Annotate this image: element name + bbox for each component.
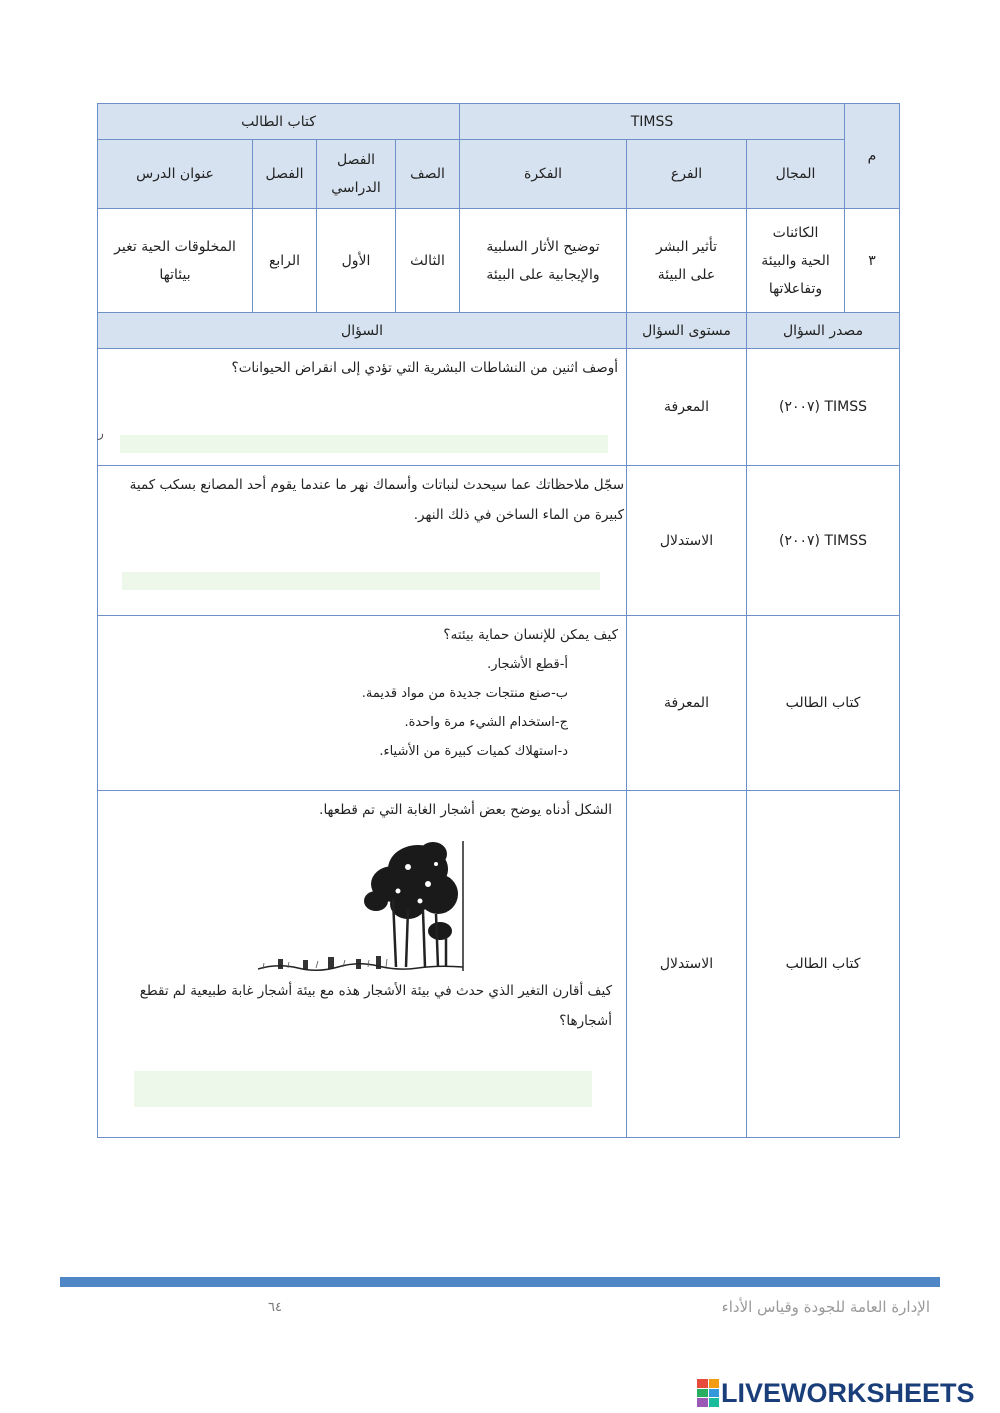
m-header-cell — [844, 103, 900, 209]
q4-intro: الشكل أدناه يوضح بعض أشجار الغابة التي تم قطعها. — [319, 802, 612, 818]
organization-name: الإدارة العامة للجودة وقياس الأداء — [721, 1298, 930, 1316]
q1-level-cell — [626, 348, 747, 466]
liveworksheets-brand[interactable] — [697, 1377, 975, 1409]
timss-label: TIMSS — [630, 113, 674, 130]
q1-answer-field[interactable] — [120, 435, 608, 453]
lesson-title-value: المخلوقات الحية تغير بيئاتها — [114, 238, 236, 283]
q3-option-d[interactable]: د-استهلاك كميات كبيرة من الأشياء. — [379, 744, 568, 759]
level-header: مستوى السؤال — [642, 322, 731, 339]
q2-level: الاستدلال — [659, 532, 714, 549]
semester-value: الأول — [341, 252, 371, 269]
q2-answer-field[interactable] — [122, 572, 600, 590]
source-header-cell — [746, 312, 900, 349]
q2-source: TIMSS (٢٠٠٧) — [779, 532, 868, 549]
chapter-value-cell — [252, 208, 317, 313]
question-header-cell — [97, 312, 627, 349]
domain-header-cell — [746, 139, 845, 209]
m-value: ٣ — [868, 252, 876, 269]
source-header: مصدر السؤال — [782, 322, 864, 339]
q3-level-cell — [626, 615, 747, 791]
q3-question-cell — [97, 615, 627, 791]
q4-source: كتاب الطالب — [785, 956, 861, 972]
semester-value-cell — [316, 208, 396, 313]
q4-level-cell — [626, 790, 747, 1138]
chapter-header-cell — [252, 139, 317, 209]
q4-answer-field[interactable] — [134, 1071, 592, 1107]
m-value-cell — [844, 208, 900, 313]
semester-header-cell — [316, 139, 396, 209]
grade-value-cell — [395, 208, 460, 313]
lesson-title-header-cell — [97, 139, 253, 209]
lesson-title-label: عنوان الدرس — [136, 166, 214, 182]
footer-bar — [60, 1277, 940, 1287]
q1-text: أوصف اثنين من النشاطات البشرية التي تؤدي إلى انقراض الحيوانات؟ — [231, 360, 618, 376]
q1-level: المعرفة — [664, 399, 709, 415]
m-label: م — [867, 148, 877, 164]
lesson-title-value-cell — [97, 208, 253, 313]
q4-source-cell — [746, 790, 900, 1138]
liveworksheets-wordmark: LIVEWORKSHEETS — [721, 1377, 975, 1408]
q4-level: الاستدلال — [659, 956, 714, 972]
domain-value-cell — [746, 208, 845, 313]
branch-value-cell — [626, 208, 747, 313]
page-number: ٦٤ — [268, 1300, 282, 1315]
q3-option-a[interactable]: أ-قطع الأشجار. — [487, 657, 568, 672]
q2-source-cell — [746, 465, 900, 616]
idea-label: الفكرة — [523, 166, 563, 182]
q4-question-cell — [97, 790, 627, 1138]
grade-label: الصف — [410, 166, 445, 182]
q3-option-b[interactable]: ب-صنع منتجات جديدة من مواد قديمة. — [361, 686, 568, 701]
student-book-label: كتاب الطالب — [241, 113, 316, 130]
question-header: السؤال — [341, 322, 383, 339]
grade-value: الثالث — [410, 252, 445, 269]
idea-header-cell — [459, 139, 627, 209]
student-book-header-cell — [97, 103, 460, 140]
q3-source: كتاب الطالب — [785, 695, 861, 711]
timss-header-cell — [459, 103, 845, 140]
branch-label: الفرع — [670, 166, 703, 182]
worksheet-table — [97, 103, 900, 1138]
q1-source-cell — [746, 348, 900, 466]
q1-stray-mark: ر — [98, 426, 104, 440]
q3-level: المعرفة — [664, 695, 709, 711]
q3-source-cell — [746, 615, 900, 791]
q2-level-cell — [626, 465, 747, 616]
q1-source: TIMSS (٢٠٠٧) — [779, 399, 868, 415]
domain-value: الكائنات الحية والبيئة وتفاعلاتها — [761, 224, 830, 297]
semester-label: الفصل الدراسي — [331, 152, 381, 196]
q4-text: كيف أقارن التغير الذي حدث في بيئة الأشجار هذه مع بيئة أشجار غابة طبيعية لم تقطع أشجارها؟ — [139, 983, 612, 1029]
branch-header-cell — [626, 139, 747, 209]
cut-forest-trees-figure — [258, 839, 473, 974]
q3-text: كيف يمكن للإنسان حماية بيئته؟ — [443, 627, 618, 643]
idea-value-cell — [459, 208, 627, 313]
branch-value: تأثير البشر على البيئة — [655, 238, 718, 283]
chapter-label: الفصل — [265, 166, 304, 182]
q3-option-c[interactable]: ج-استخدام الشيء مرة واحدة. — [404, 715, 568, 730]
level-header-cell — [626, 312, 747, 349]
domain-label: المجال — [775, 166, 816, 182]
q2-question-cell — [97, 465, 627, 616]
grade-header-cell — [395, 139, 460, 209]
q1-question-cell — [97, 348, 627, 466]
idea-value: توضيح الأثار السلبية والإيجابية على البيئة — [486, 238, 600, 283]
q2-text: سجّل ملاحظاتك عما سيحدث لنباتات وأسماك نهر ما عندما يقوم أحد المصانع بسكب كمية كبيرة من الماء الساخن في ذلك النهر. — [129, 477, 624, 523]
chapter-value: الرابع — [268, 252, 301, 269]
liveworksheets-logo-icon — [697, 1379, 719, 1407]
